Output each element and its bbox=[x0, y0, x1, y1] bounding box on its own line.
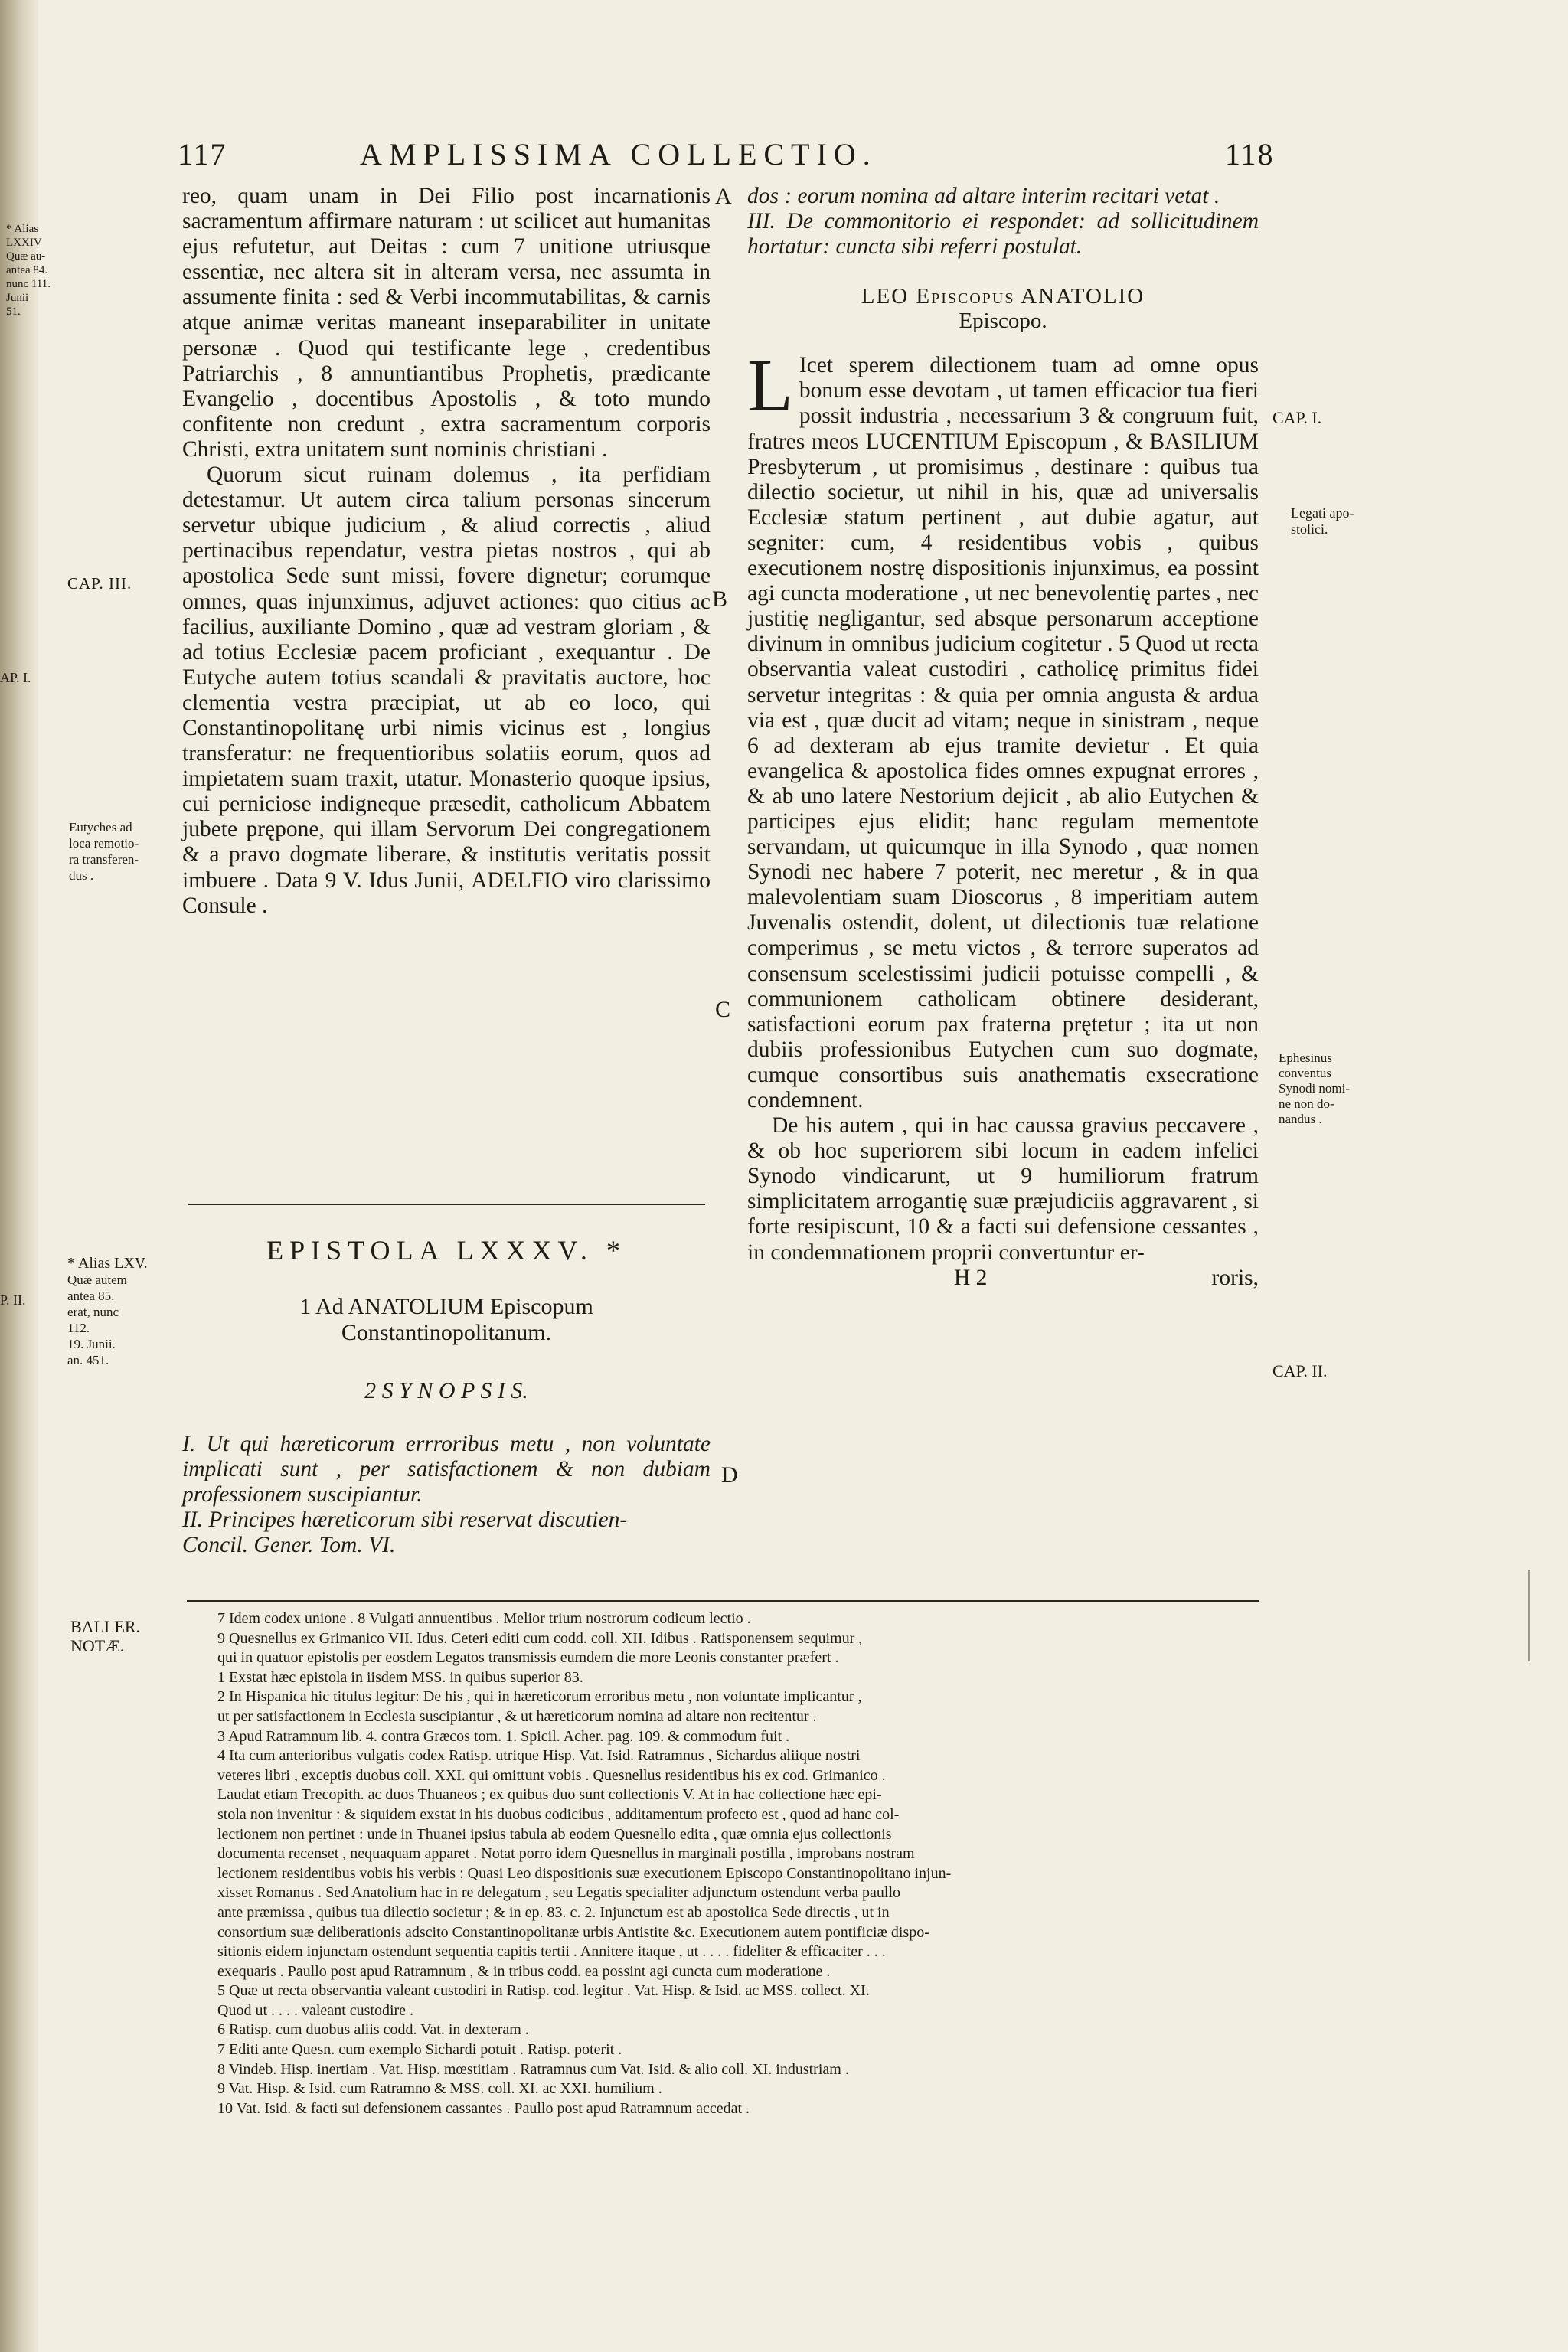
catchword: roris, bbox=[1211, 1265, 1259, 1290]
note-line: Quod ut . . . . valeant custodire . bbox=[217, 2001, 414, 2019]
margin-cap-ii: CAP. II. bbox=[1272, 1361, 1328, 1380]
right-paragraph-2: De his autem , qui in hac caussa gravius peccavere , & ob hoc superiorem sibi locum in eadem infelici Synodo vindicarunt, ut 9 humiliorum fratrum simplicitatem arrogantię suæ præjudiciis aggravarent , si forte resipiscunt, 10 & a facti sui defensione cessantes , in condemnationem proprii convertuntur er- bbox=[747, 1113, 1259, 1265]
signature-footer bbox=[747, 1266, 1259, 1292]
note-line: 9 Quesnellus ex Grimanico VII. Idus. Ceteri editi cum codd. coll. XII. Idibus . Ratisponensem sequimur , bbox=[217, 1629, 863, 1647]
note-line: Laudat etiam Trecopith. ac duos Thuaneos ; ex quibus duo sunt collectionis V. At in hac collectione hæc epi- bbox=[217, 1786, 882, 1804]
page-number-left: 117 bbox=[178, 137, 227, 172]
signature-line: Concil. Gener. Tom. VI. bbox=[182, 1533, 396, 1558]
margin-alias-note: * Alias LXV. Quæ autem antea 85. erat, nunc 112. 19. Junii. an. 451. bbox=[67, 1255, 148, 1367]
synopsis-item-2: II. Principes hæreticorum sibi reservat discutien- bbox=[182, 1508, 628, 1533]
greeting: LEO Episcopus ANATOLIO Episcopo. bbox=[861, 284, 1145, 334]
note-line: documenta recenset , nequaquam apparet . Notat porro idem Quesnellus in marginali postilla , improbans nostram bbox=[217, 1845, 915, 1863]
note-line: consortium suæ deliberationis adscito Constantinopolitanæ urbis Antistite &c. Executionem autem pontificiæ dispo- bbox=[217, 1923, 929, 1941]
margin-legati-note: Legati apo- stolici. bbox=[1291, 505, 1354, 537]
synopsis-item-1: I. Ut qui hæreticorum errroribus metu , non voluntate implicati sunt , per satisfactionem & non dubiam professionem suscipiantur. bbox=[182, 1432, 710, 1508]
drop-capital: L bbox=[747, 345, 793, 428]
note-line: 3 Apud Ratramnum lib. 4. contra Græcos tom. 1. Spicil. Acher. pag. 109. & commodum fuit . bbox=[217, 1727, 790, 1745]
margin-cap-iii: CAP. III. bbox=[67, 574, 132, 593]
note-line: ante præmissa , quibus tua dilectio societur ; & in ep. 83. c. 2. Injunctum est ab apostolica Sede directis , ut in bbox=[217, 1903, 890, 1921]
note-line: lectionem non pertinet : unde in Thuanei ipsius tabula ab eodem Quesnello edita , quæ omnia ejus collectionis bbox=[217, 1825, 892, 1843]
note-line: 2 In Hispanica hic titulus legitur: De his , qui in hæreticorum erroribus metu , non voluntate implicantur , bbox=[217, 1688, 862, 1706]
right-column bbox=[747, 184, 1259, 1292]
running-title: AMPLISSIMA COLLECTIO. bbox=[360, 137, 877, 172]
note-line: xisset Romanus . Sed Anatolium hac in re delegatum , seu Legatis specialiter adjunctum ostendunt verba paullo bbox=[217, 1884, 901, 1902]
page-edge-mark bbox=[1528, 1570, 1530, 1661]
margin-cut-ap-i: AP. I. bbox=[0, 670, 31, 685]
scan-edge bbox=[0, 0, 38, 2352]
note-line: lectionem residentibus vobis his verbis : Quasi Leo dispositionis suæ executionem Episcopo Constantinopolitano injun- bbox=[217, 1864, 952, 1882]
note-line: 8 Vindeb. Hisp. inertiam . Vat. Hisp. mœstitiam . Ratramnus cum Vat. Isid. & alio coll. XI. industriam . bbox=[217, 2060, 849, 2078]
note-line: qui in quatuor epistolis per eosdem Legatos transmissis eumdem die more Leonis constanter præfert . bbox=[217, 1649, 839, 1667]
note-line: 4 Ita cum anterioribus vulgatis codex Ratisp. utrique Hisp. Vat. Isid. Ratramnus , Sichardus aliique nostri bbox=[217, 1747, 861, 1765]
margin-eutyches-note: Eutyches ad loca remotio- ra transferen- dus . bbox=[69, 820, 139, 883]
margin-ephesinus-note: Ephesinus conventus Synodi nomi- ne non do- nandus . bbox=[1279, 1050, 1351, 1126]
note-line: 7 Editi ante Quesn. cum exemplo Sichardi potuit . Ratisp. poterit . bbox=[217, 2041, 622, 2059]
left-paragraph-1: reo, quam unam in Dei Filio post incarnationis sacramentum affirmare naturam : ut scilicet aut humanitas ejus refutetur, aut Deitas : cum 7 unitione utriusque essentiæ, nec altera sit in alteram versa, nec assumta in assumente finita : sed & Verbi incommutabilitas, & carnis atque animæ veritas maneant inseparabiliter in unitate personæ . Quod qui testificante lege , credentibus Patriarchis , 8 annuntiantibus Prophetis, prædicante Evangelio , docentibus Apostolis , & toto mundo confitente non credunt , extra sacramentum corporis Christi, extra unitatem sunt nominis christiani . bbox=[182, 184, 710, 462]
note-line: 10 Vat. Isid. & facti sui defensionem cassantes . Paullo post apud Ratramnum accedat . bbox=[217, 2099, 750, 2117]
note-line: 6 Ratisp. cum duobus aliis codd. Vat. in dexteram . bbox=[217, 2021, 529, 2039]
epistle-addressee: 1 Ad ANATOLIUM Episcopum Constantinopolitanum. bbox=[299, 1294, 593, 1345]
section-letter-a: A bbox=[715, 184, 732, 209]
left-column bbox=[182, 184, 710, 919]
section-letter-d: D bbox=[721, 1462, 738, 1488]
section-letter-b: B bbox=[712, 586, 728, 612]
note-line: 7 Idem codex unione . 8 Vulgati annuentibus . Melior trium nostrorum codicum lectio . bbox=[217, 1610, 751, 1627]
synopsis-heading: 2 S Y N O P S I S. bbox=[364, 1378, 528, 1403]
consul-name: ADELFIO bbox=[471, 867, 568, 893]
margin-cut-p-ii: P. II. bbox=[0, 1292, 26, 1308]
notes-rule bbox=[187, 1600, 1259, 1602]
synopsis-item-3: III. De commonitorio ei respondet: ad sollicitudinem hortatur: cuncta sibi referri postulat. bbox=[747, 209, 1259, 260]
right-paragraph-1: L Icet sperem dilectionem tuam ad omne opus bonum esse devotam , ut tamen efficacior tua fieri possit industria , necessarium 3 & congruum fuit, fratres meos LUCENTIUM Episcopum , & BASILIUM Presbyterum , ut promisimus , destinare : quibus tua dilectio societur, ut nihil in his, quæ ad universalis Ecclesiæ statum pertinent , aut dubie agatur, aut segniter: cum, 4 residentibus vobis , quibus executionem nostrę dispositionis injunximus, ea possint agi cuncta moderatione , ut nec benevolentię partes , nec justitię negligantur, sed absque personarum acceptione divinum in omnibus judicium cogitetur . 5 Quod ut recta observantia valeat custodiri , catholicę primitus fidei servetur integritas : & quia per omnia angusta & ardua via est , quæ ducit ad vitam; neque in sinistram , neque 6 ad dexteram ab ejus tramite devietur . Et quia evangelica & apostolica fides omnes expugnat errores , & ab uno latere Nestorium dejicit , ab alio Eutychen & participes ejus elidit; hanc regulam mementote servandam, ut quicumque in illa Synodo , quæ nomen Synodi nec habere 7 poterit, nec meretur , & in qua malevolentiam suam Dioscorus , 8 imperitiam autem Juvenalis ostendit, dolent, ut dilectionis tuæ relatione comperimus , se metu victos , & terrore superatos ad consensum scelestissimi judicii potuisse compelli , & communionem catholicam obtinere desiderant, satisfactioni eorum pax fraterna prętetur ; ita ut non dubiis professionibus Eutychen cum suo dogmate, cumque consortibus suis anathematis exsecratione condemnent. bbox=[747, 345, 1259, 1112]
margin-baller-notae: BALLER. NOTÆ. bbox=[70, 1617, 141, 1655]
margin-cap-i: CAP. I. bbox=[1272, 408, 1322, 427]
epistle-title: EPISTOLA LXXXV. * bbox=[266, 1235, 626, 1266]
editor-notes bbox=[217, 1609, 1282, 2118]
note-line: exequaris . Paullo post apud Ratramnum , & in tribus codd. ea possint agi cuncta cum moderatione . bbox=[217, 1962, 831, 1980]
margin-cut-note: * Alias LXXIV Quæ au- antea 84. nunc 111. Junii 51. bbox=[6, 223, 51, 318]
note-line: 9 Vat. Hisp. & Isid. cum Ratramno & MSS. coll. XI. ac XXI. humilium . bbox=[217, 2080, 662, 2098]
note-line: ut per satisfactionem in Ecclesia suscipiantur , & ut hæreticorum nomina ad altare non recitentur . bbox=[217, 1707, 817, 1725]
note-line: veteres libri , exceptis duobus coll. XXI. qui omittunt vobis . Quesnellus residentibus his ex cod. Grimanico . bbox=[217, 1766, 886, 1784]
section-rule bbox=[188, 1204, 705, 1205]
note-line: 5 Quæ ut recta observantia valeant custodiri in Ratisp. cod. legitur . Vat. Hisp. & Isid. ac MSS. collect. XI. bbox=[217, 1982, 870, 2000]
note-line: sitionis eidem injunctam ostendunt sequentia capitis tertii . Annitere itaque , ut . . . . fideliter & efficaciter . . . bbox=[217, 1943, 886, 1961]
synopsis-continued: dos : eorum nomina ad altare interim recitari vetat . bbox=[747, 184, 1220, 208]
left-paragraph-2: Quorum sicut ruinam dolemus , ita perfidiam detestamur. Ut autem circa talium personas sincerum servetur ubique judicium , & aliud correctis , aliud pertinacibus rependatur, vestra pietas nostros , qui ab apostolica Sede sunt missi, fovere dignetur; eorumque omnes, quas injunximus, adjuvet actiones: quo citius ac facilius, auxiliante Domino , quæ ad vestram gloriam , & ad totius Ecclesiæ pacem proficiant , exequantur . De Eutyche autem totius scandali & pravitatis auctore, hoc clementia vestra præcipiat, ut ab eo loco, qui Constantinopolitanę urbi nimis vicinus est , longius transferatur: ne frequentioribus solatiis eorum, quos ad impietatem suam traxit, utatur. Monasterio quoque ipsius, cui perniciose indigneque præsedit, catholicum Abbatem jubete prępone, qui illam Servorum Dei congregationem & a pravo dogmate liberare, & institutis veritatis possit imbuere . Data 9 V. Idus Junii, ADELFIO viro clarissimo Consule . bbox=[182, 462, 711, 918]
section-letter-c: C bbox=[715, 997, 731, 1022]
signature-mark: H 2 bbox=[954, 1265, 988, 1290]
page-number-right: 118 bbox=[1225, 137, 1275, 172]
synopsis-list bbox=[182, 1432, 710, 1558]
note-line: stola non invenitur : & siquidem exstat in his duobus codicibus , additamentum profecto est , quod ad hanc col- bbox=[217, 1805, 900, 1823]
note-line: 1 Exstat hæc epistola in iisdem MSS. in quibus superior 83. bbox=[217, 1668, 583, 1686]
